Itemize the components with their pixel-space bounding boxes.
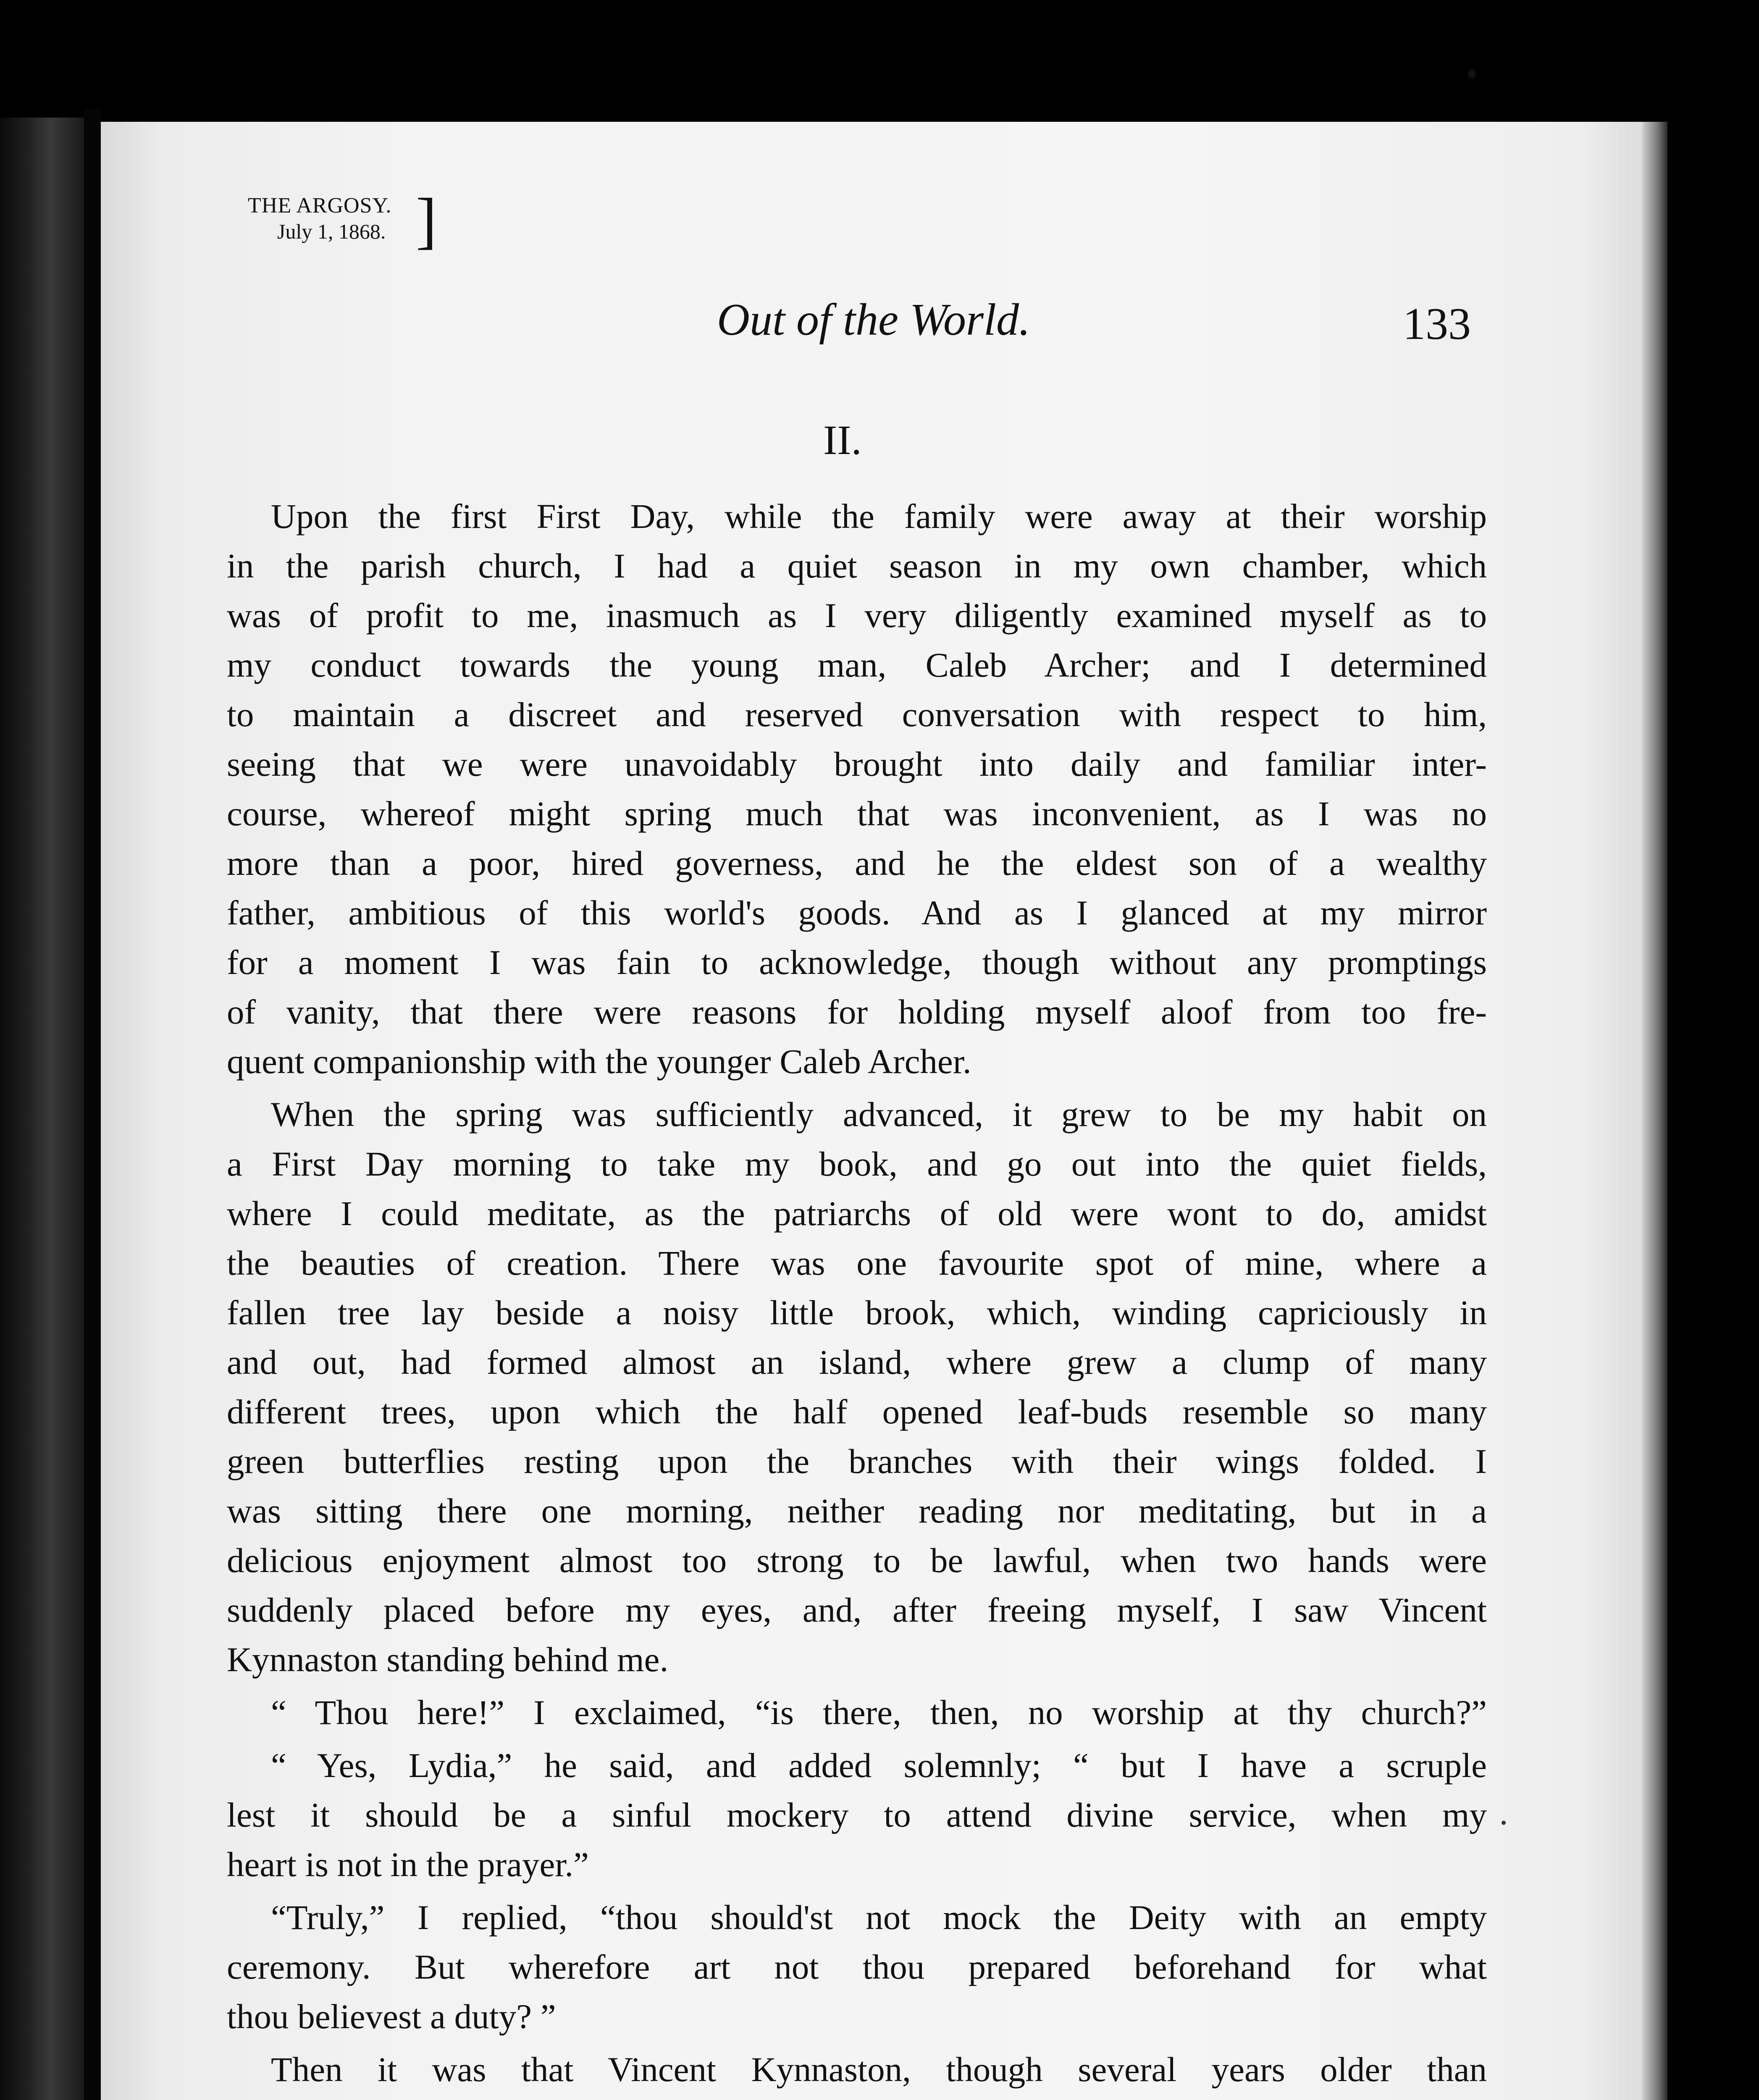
text-line: seeing that we were unavoidably brought into daily and familiar inter- bbox=[227, 745, 1487, 783]
text-line: father, ambitious of this world's goods. And as I glanced at my mirror bbox=[227, 893, 1487, 932]
page-number: 133 bbox=[1403, 299, 1471, 349]
text-line: suddenly placed before my eyes, and, after freeing myself, I saw Vincent bbox=[227, 1591, 1487, 1629]
text-line: and out, had formed almost an island, where grew a clump of many bbox=[227, 1343, 1487, 1381]
text-line: “ Thou here!” I exclaimed, “is there, then, no worship at thy church?” bbox=[271, 1693, 1487, 1732]
text-line: Upon the first First Day, while the family were away at their worship bbox=[271, 497, 1487, 536]
text-line: lest it should be a sinful mockery to attend divine service, when my bbox=[227, 1796, 1487, 1834]
text-line bbox=[227, 2094, 1487, 2100]
text-line: to maintain a discreet and reserved conversation with respect to him, bbox=[227, 695, 1487, 734]
text-line: thou believest a duty? ” bbox=[227, 1997, 556, 2036]
text-line: course, whereof might spring much that was inconvenient, as I was no bbox=[227, 794, 1487, 833]
running-title: Out of the World. bbox=[717, 295, 1031, 345]
text-line: heart is not in the prayer.” bbox=[227, 1845, 589, 1884]
text-line: green butterflies resting upon the branches with their wings folded. I bbox=[227, 1442, 1487, 1480]
dust-speck bbox=[1468, 69, 1475, 79]
citation-bracket: ] bbox=[416, 186, 437, 255]
text-line: different trees, upon which the half opened leaf-buds resemble so many bbox=[227, 1392, 1487, 1431]
journal-name: THE ARGOSY. bbox=[248, 194, 392, 218]
text-line: for a moment I was fain to acknowledge, though without any promptings bbox=[227, 943, 1487, 982]
text-line: Then it was that Vincent Kynnaston, though several years older than bbox=[271, 2050, 1487, 2089]
text-line: where I could meditate, as the patriarchs of old were wont to do, amidst bbox=[227, 1194, 1487, 1233]
section-heading: II. bbox=[823, 417, 862, 463]
journal-citation bbox=[143, 186, 437, 256]
text-line: a First Day morning to take my book, and go out into the quiet fields, bbox=[227, 1144, 1487, 1183]
text-line: my conduct towards the young man, Caleb Archer; and I determined bbox=[227, 646, 1487, 684]
text-line: “Truly,” I replied, “thou should'st not mock the Deity with an empty bbox=[271, 1898, 1487, 1937]
text-line: was of profit to me, inasmuch as I very diligently examined myself as to bbox=[227, 596, 1487, 635]
text-line: of vanity, that there were reasons for holding myself aloof from too fre- bbox=[227, 992, 1487, 1031]
book-spine bbox=[84, 109, 101, 2100]
text-line: Kynnaston standing behind me. bbox=[227, 1640, 669, 1679]
text-line: in the parish church, I had a quiet season in my own chamber, which bbox=[227, 546, 1487, 585]
right-page-edge bbox=[1642, 122, 1667, 2100]
dust-speck bbox=[1502, 1821, 1506, 1825]
text-line: ceremony. But wherefore art not thou prepared beforehand for what bbox=[227, 1948, 1487, 1986]
text-line: quent companionship with the younger Caleb Archer. bbox=[227, 1042, 971, 1081]
text-line: “ Yes, Lydia,” he said, and added solemnly; “ but I have a scruple bbox=[271, 1746, 1487, 1785]
text-line: fallen tree lay beside a noisy little brook, which, winding capriciously in bbox=[227, 1293, 1487, 1332]
text-line: delicious enjoyment almost too strong to be lawful, when two hands were bbox=[227, 1541, 1487, 1580]
text-line: the beauties of creation. There was one favourite spot of mine, where a bbox=[227, 1244, 1487, 1282]
left-page-edge bbox=[0, 118, 84, 2100]
journal-date: July 1, 1868. bbox=[277, 220, 386, 243]
text-line: more than a poor, hired governess, and he the eldest son of a wealthy bbox=[227, 844, 1487, 882]
text-line: When the spring was sufficiently advanced, it grew to be my habit on bbox=[271, 1095, 1487, 1134]
text-line: was sitting there one morning, neither reading nor meditating, but in a bbox=[227, 1491, 1487, 1530]
